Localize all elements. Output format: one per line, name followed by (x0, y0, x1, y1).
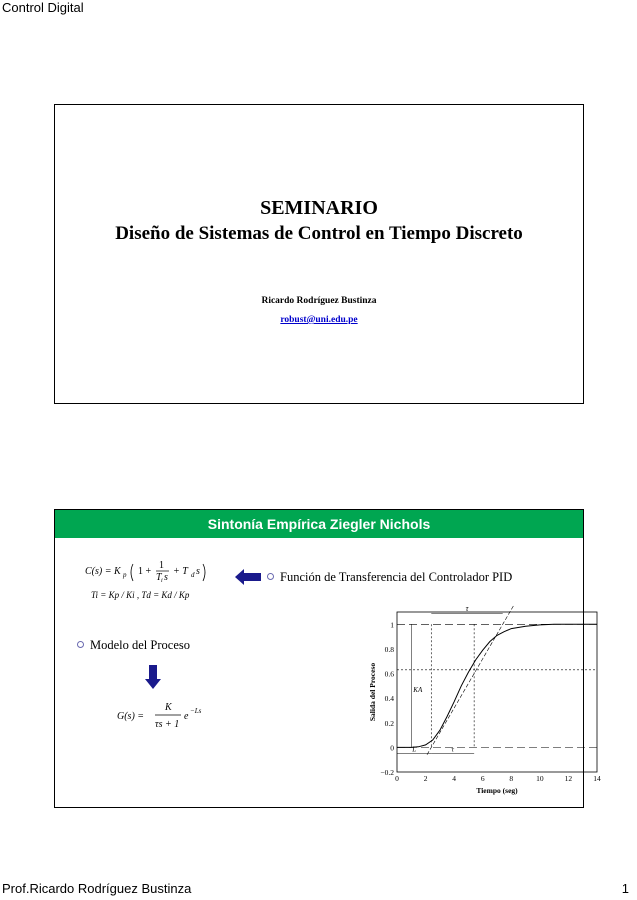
down-arrow-icon (145, 665, 161, 689)
response-curve (397, 624, 597, 747)
footer-author: Prof.Ricardo Rodríguez Bustinza (2, 881, 192, 896)
seminar-subtitle: Diseño de Sistemas de Control en Tiempo Discreto (115, 223, 523, 244)
y-tick-label: 1 (390, 620, 394, 630)
process-model-formula (115, 698, 225, 732)
pid-formula-lhs: C(s) = K (85, 566, 121, 577)
author-email-link[interactable]: robust@uni.edu.pe (280, 315, 358, 325)
down-arrow-shape (145, 665, 161, 689)
x-axis-ticks (395, 774, 601, 783)
x-tick-label: 4 (452, 774, 457, 783)
y-axis-label: Salida del Proceso (368, 662, 377, 722)
bullet-pid-text: Función de Transferencia del Controlador PID (280, 570, 513, 584)
y-tick-label: −0.2 (380, 768, 394, 777)
page-number: 1 (621, 881, 629, 896)
step-response-chart (307, 602, 601, 798)
chart-annotations (397, 604, 503, 753)
pid-formula-den-sub: i (161, 578, 163, 584)
y-tick-label: 0 (390, 743, 394, 753)
left-arrow-shape (235, 569, 261, 585)
pid-formula-s: s (196, 566, 200, 577)
y-tick-label: 0.6 (384, 669, 394, 679)
reference-lines (397, 624, 597, 747)
model-formula-den: τs + 1 (155, 719, 180, 730)
pid-formula-den-s: s (164, 572, 168, 583)
pid-formula-sub-p: p (123, 571, 127, 579)
tau-bottom-label: τ (451, 745, 454, 754)
x-tick-label: 2 (423, 774, 428, 783)
model-formula-exp: e (184, 711, 189, 722)
author-name: Ricardo Rodríguez Bustinza (261, 296, 377, 306)
ka-label: KA (413, 686, 423, 694)
tangent-line (427, 605, 514, 755)
pid-formula-den: T (156, 572, 162, 583)
model-formula-num: K (165, 702, 172, 713)
x-tick-label: 8 (509, 774, 514, 783)
model-formula-lhs: G(s) = (117, 711, 145, 722)
bullet-circle-icon (77, 641, 84, 648)
bullet-process-model (77, 638, 190, 653)
x-tick-label: 14 (593, 774, 601, 783)
bullet-circle-icon (267, 573, 274, 580)
pid-gain-relations: Ti = Kp / Ki , Td = Kd / Kp (91, 590, 190, 600)
document-header-title: Control Digital (2, 0, 84, 15)
y-tick-label: 0.2 (384, 718, 394, 728)
slide-ziegler-nichols (54, 509, 601, 808)
tau-top-label: τ (465, 604, 469, 614)
bullet-pid-transfer (267, 570, 512, 585)
bullet-model-text: Modelo del Proceso (90, 638, 190, 652)
pid-formula-td: + T (173, 566, 188, 577)
x-tick-label: 0 (395, 774, 399, 783)
x-tick-label: 12 (564, 774, 573, 783)
model-formula-exp-sup: −Ls (190, 707, 202, 715)
x-axis-label: Tiempo (seg) (476, 786, 518, 795)
svg-text:1 +: 1 + (138, 566, 152, 577)
slide-banner: Sintonía Empírica Ziegler Nichols (55, 510, 583, 538)
l-label: L (412, 745, 417, 754)
x-tick-label: 6 (480, 774, 485, 783)
y-tick-label: 0.4 (384, 694, 394, 704)
x-tick-label: 10 (536, 774, 544, 783)
left-arrow-icon (235, 569, 261, 585)
seminar-heading: SEMINARIO (260, 197, 378, 219)
slide-title (54, 104, 584, 404)
pid-formula-sub-d: d (191, 571, 195, 579)
y-axis-ticks (380, 620, 394, 777)
y-tick-label: 0.8 (384, 644, 394, 654)
pid-formula-num: 1 (159, 560, 164, 571)
pid-formula (83, 554, 233, 606)
